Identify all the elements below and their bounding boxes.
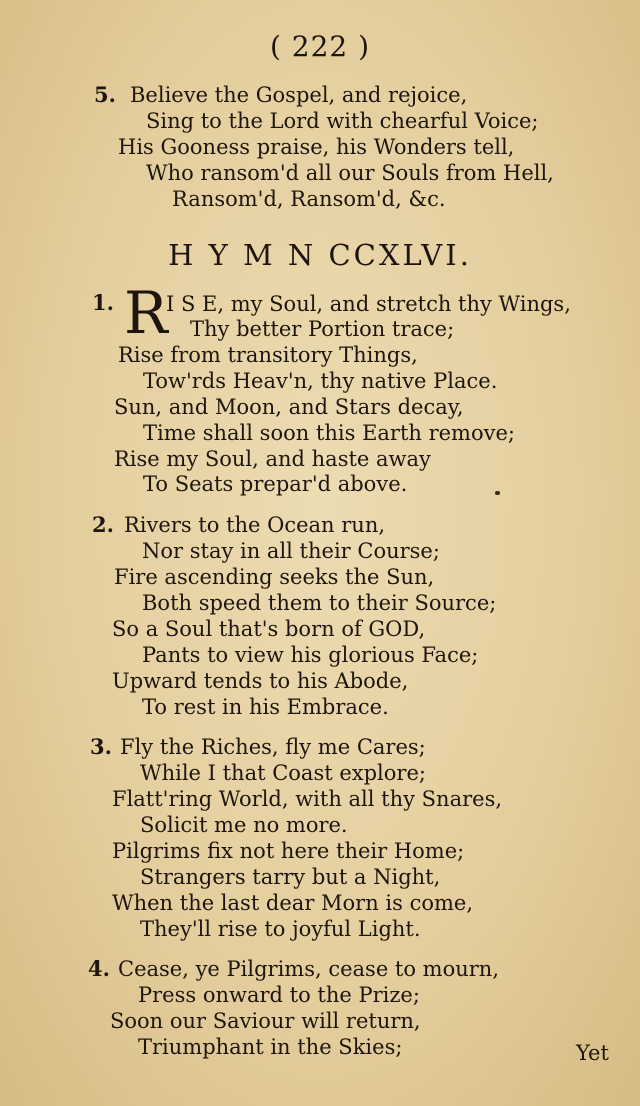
- verse-line: Soon our Saviour will return,: [110, 1009, 421, 1033]
- verse-line: His Gooness praise, his Wonders tell,: [118, 135, 515, 159]
- verse-line: Time shall soon this Earth remove;: [143, 421, 515, 445]
- hymn-title: H Y M N CCXLVI.: [168, 238, 472, 272]
- verse-line: Triumphant in the Skies;: [138, 1035, 403, 1059]
- verse-line: Fly the Riches, fly me Cares;: [120, 735, 426, 759]
- drop-cap: R: [124, 279, 168, 347]
- stanza-number: 1.: [92, 290, 114, 315]
- verse-line: Thy better Portion trace;: [190, 317, 455, 341]
- verse-line: Rivers to the Ocean run,: [124, 513, 386, 537]
- verse-line: Ransom'd, Ransom'd, &c.: [172, 187, 446, 211]
- stanza-number: 4.: [88, 956, 110, 981]
- verse-line: While I that Coast explore;: [140, 761, 426, 785]
- stanza-number: 3.: [90, 734, 112, 759]
- verse-line: Fire ascending seeks the Sun,: [114, 565, 435, 589]
- verse-line: I S E, my Soul, and stretch thy Wings,: [166, 292, 571, 316]
- verse-line: To Seats prepar'd above.: [143, 472, 408, 496]
- verse-line: Pants to view his glorious Face;: [142, 643, 479, 667]
- catchword: Yet: [576, 1041, 609, 1065]
- verse-line: Rise my Soul, and haste away: [114, 447, 431, 471]
- verse-line: Sun, and Moon, and Stars decay,: [114, 395, 464, 419]
- verse-line: Strangers tarry but a Night,: [140, 865, 441, 889]
- verse-line: Who ransom'd all our Souls from Hell,: [146, 161, 554, 185]
- verse-line: Solicit me no more.: [140, 813, 348, 837]
- verse-line: To rest in his Embrace.: [142, 695, 389, 719]
- verse-line: Press onward to the Prize;: [138, 983, 420, 1007]
- verse-line: Cease, ye Pilgrims, cease to mourn,: [118, 957, 500, 981]
- verse-line: Rise from transitory Things,: [118, 343, 418, 367]
- verse-line: Nor stay in all their Course;: [142, 539, 440, 563]
- verse-line: Upward tends to his Abode,: [112, 669, 409, 693]
- verse-line: Tow'rds Heav'n, thy native Place.: [143, 369, 498, 393]
- stanza-number: 5.: [94, 82, 116, 107]
- verse-line: When the last dear Morn is come,: [112, 891, 474, 915]
- verse-line: Both speed them to their Source;: [142, 591, 497, 615]
- page-number: ( 222 ): [269, 30, 371, 63]
- verse-line: Flatt'ring World, with all thy Snares,: [112, 787, 503, 811]
- ink-mark: [495, 491, 500, 495]
- verse-line: Sing to the Lord with chearful Voice;: [146, 109, 539, 133]
- verse-line: They'll rise to joyful Light.: [140, 917, 421, 941]
- verse-line: Pilgrims fix not here their Home;: [112, 839, 465, 863]
- verse-line: Believe the Gospel, and rejoice,: [130, 83, 468, 107]
- stanza-number: 2.: [92, 512, 114, 537]
- verse-line: So a Soul that's born of GOD,: [112, 617, 426, 641]
